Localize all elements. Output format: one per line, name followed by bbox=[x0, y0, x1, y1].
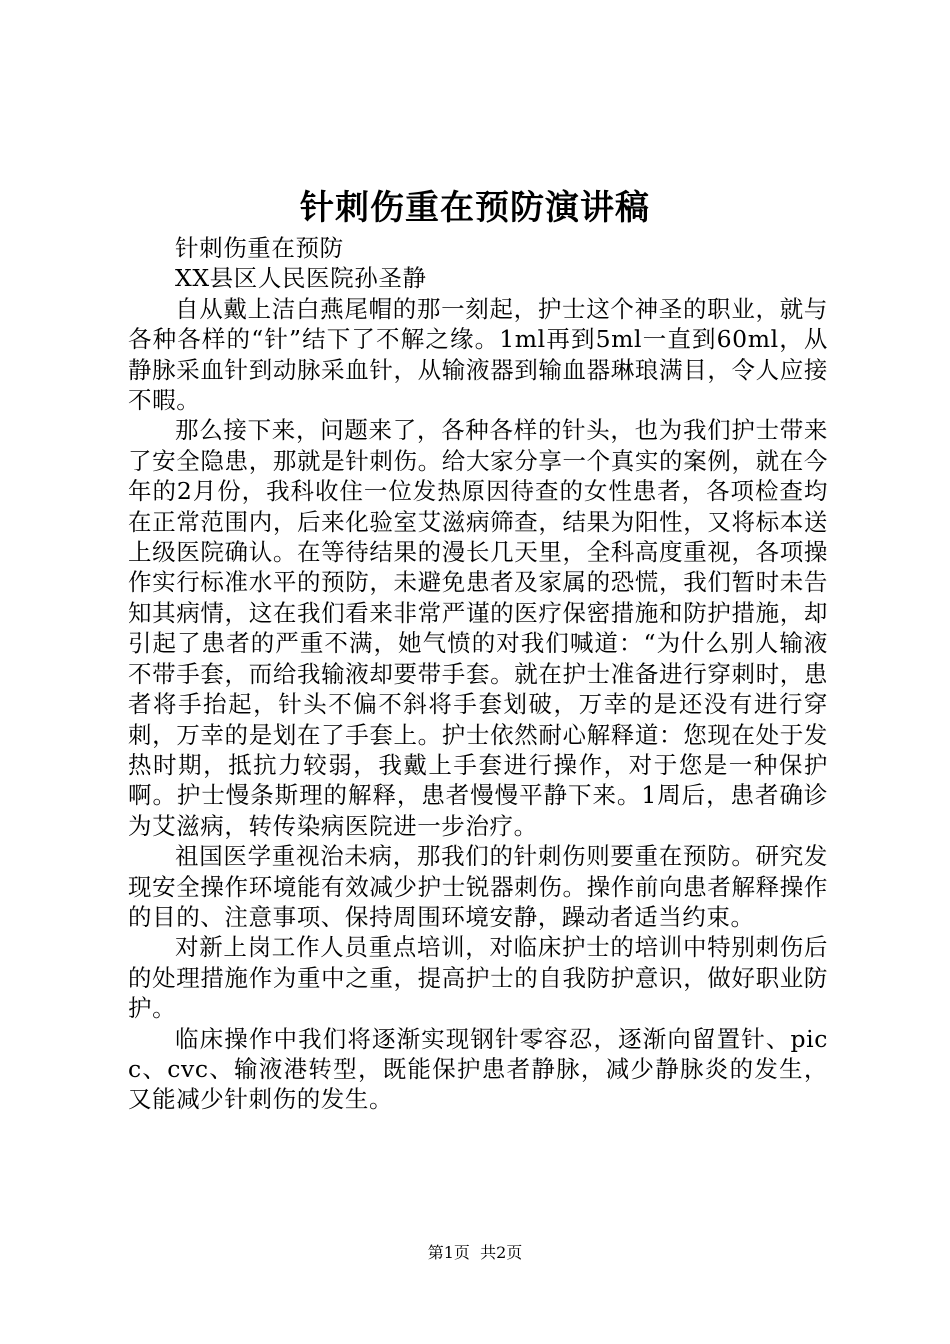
paragraph: 对新上岗工作人员重点培训，对临床护士的培训中特别刺伤后的处理措施作为重中之重，提高护士的自我防护意识，做好职业防护。 bbox=[128, 933, 828, 1023]
paragraph: 临床操作中我们将逐渐实现钢针零容忍，逐渐向留置针、picc、cvc、输液港转型，既能保护患者静脉，减少静脉炎的发生，又能减少针刺伤的发生。 bbox=[128, 1024, 828, 1114]
paragraph: 祖国医学重视治未病，那我们的针刺伤则要重在预防。研究发现安全操作环境能有效减少护士锐器刺伤。操作前向患者解释操作的目的、注意事项、保持周围环境安静，躁动者适当约束。 bbox=[128, 842, 828, 931]
page-footer bbox=[0, 1243, 950, 1263]
paragraph: 那么接下来，问题来了，各种各样的针头，也为我们护士带来了安全隐患，那就是针刺伤。给大家分享一个真实的案例，就在今年的2月份，我科收住一位发热原因待查的女性患者，各项检查均在正常范围内，后来化验室艾滋病筛查，结果为阳性，又将标本送上级医院确认。在等待结果的漫长几天里，全科高度重视，各项操作实行标准水平的预防，未避免患者及家属的恐慌，我们暂时未告知其病情，这在我们看来非常严谨的医疗保密措施和防护措施，却引起了患者的严重不满，她气愤的对我们喊道：“为什么别人输液不带手套，而给我输液却要带手套。就在护士准备进行穿刺时，患者将手抬起，针头不偏不斜将手套划破，万幸的是还没有进行穿刺，万幸的是划在了手套上。护士依然耐心解释道：您现在处于发热时期，抵抗力较弱，我戴上手套进行操作，对于您是一种保护啊。护士慢条斯理的解释，患者慢慢平静下来。1周后，患者确诊为艾滋病，转传染病医院进一步治疗。 bbox=[128, 416, 828, 840]
document-body bbox=[128, 233, 828, 1115]
subtitle: 针刺伤重在预防 bbox=[175, 234, 344, 262]
page-number-total: 共2页 bbox=[480, 1243, 523, 1262]
paragraph: 自从戴上洁白燕尾帽的那一刻起，护士这个神圣的职业，就与各种各样的“针”结下了不解之缘。1ml再到5ml一直到60ml，从静脉采血针到动脉采血针，从输液器到输血器琳琅满目，令人应接不暇。 bbox=[128, 294, 828, 415]
author-line: XX县区人民医院孙圣静 bbox=[175, 264, 427, 293]
page-number-current: 第1页 bbox=[427, 1243, 470, 1262]
document-title: 针刺伤重在预防演讲稿 bbox=[300, 188, 650, 228]
